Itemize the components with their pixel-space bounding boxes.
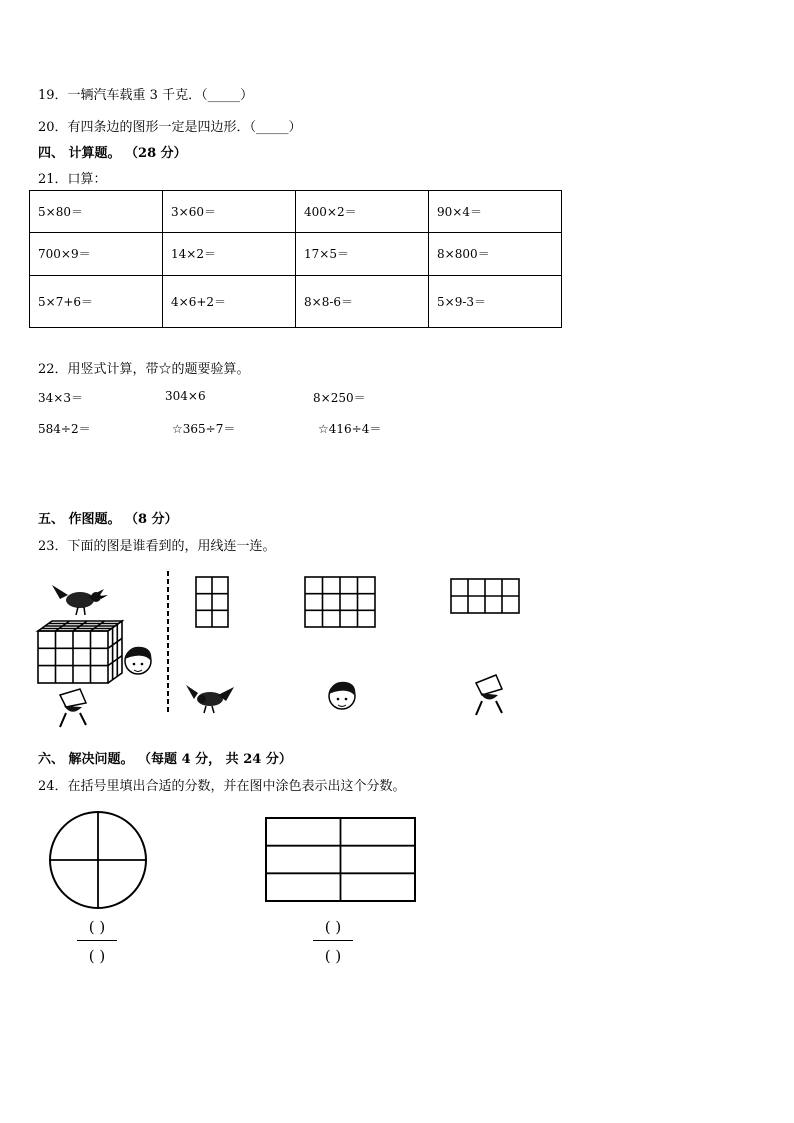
table-row [30,233,562,275]
fraction-denominator-blank[interactable]: ( ) [324,947,342,965]
vertical-calc-item: ☆365÷7＝ [172,422,236,436]
person-with-hat-icon [476,675,502,715]
bird-icon [186,685,234,713]
question-24: 24．在括号里填出合适的分数，并在图中涂色表示出这个分数。 [38,779,406,794]
oral-cell: 700×9＝ [30,233,163,275]
vertical-calc-item: 8×250＝ [313,391,366,405]
oral-cell: 400×2＝ [296,191,429,233]
cube-block [38,621,122,683]
section-5-heading: 五、 作图题。 （8 分） [38,512,178,527]
oral-cell: 5×9-3＝ [429,275,562,327]
fraction-bar [77,940,117,941]
section-4-heading: 四、 计算题。 （28 分） [38,146,187,161]
bird-icon [52,585,108,615]
fraction-numerator-blank[interactable]: ( ) [88,918,106,936]
section-6-heading: 六、 解决问题。 （每题 4 分， 共 24 分） [38,752,292,767]
rectangle-divided-six[interactable] [265,817,417,903]
vertical-calc-item: ☆416÷4＝ [318,422,382,436]
question-19: 19．一辆汽车载重 3 千克．（_____） [38,88,254,103]
observer-figure [30,565,540,730]
question-23: 23．下面的图是谁看到的，用线连一连。 [38,539,276,554]
table-row [30,191,562,233]
oral-cell: 8×8-6＝ [296,275,429,327]
oral-cell: 4×6+2＝ [163,275,296,327]
vertical-calc-item: 584÷2＝ [38,422,91,436]
oral-cell: 3×60＝ [163,191,296,233]
view-grid-3 [451,579,519,613]
oral-cell: 8×800＝ [429,233,562,275]
fraction-answer-2[interactable] [313,918,353,965]
vertical-calc-item: 304×6 [165,389,206,403]
circle-divided-four[interactable] [48,810,148,910]
question-22: 22．用竖式计算，带☆的题要验算。 [38,362,250,377]
child-icon [125,647,151,674]
question-20: 20．有四条边的图形一定是四边形．（_____） [38,120,302,135]
vertical-calc-item: 34×3＝ [38,391,83,405]
view-grid-2 [305,577,375,627]
view-grid-1 [196,577,228,627]
oral-calc-table [29,190,562,328]
question-21: 21．口算： [38,172,107,187]
fraction-bar [313,940,353,941]
oral-cell: 14×2＝ [163,233,296,275]
oral-cell: 5×80＝ [30,191,163,233]
table-row [30,275,562,327]
oral-cell: 5×7+6＝ [30,275,163,327]
oral-cell: 90×4＝ [429,191,562,233]
fraction-numerator-blank[interactable]: ( ) [324,918,342,936]
person-with-hat-icon [60,689,86,727]
child-icon [329,682,355,709]
fraction-answer-1[interactable] [77,918,117,965]
fraction-denominator-blank[interactable]: ( ) [88,947,106,965]
oral-cell: 17×5＝ [296,233,429,275]
